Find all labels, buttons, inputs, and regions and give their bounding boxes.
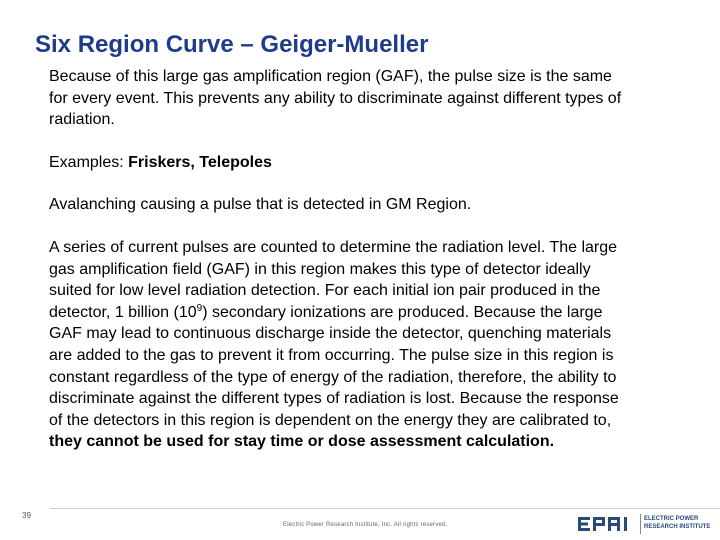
examples-label: Examples: [49,153,129,171]
logo-text-line2: RESEARCH INSTITUTE [644,524,711,530]
examples-list: Friskers, Telepoles [128,153,272,171]
pulses-text-2: ) secondary ionizations are produced. Because the large GAF may lead to continuous discharge inside the detector, quenching materials are added to the gas to prevent it from occurring. The pulse size in this region is constant regardless of the type of energy of the radiation, therefore, the ability to discriminate against the different types of radiation is lost. Because the response of the detectors in this region is dependent on the energy they are calibrated to, [49,303,619,429]
epri-logo [578,513,711,535]
pulses-bold-conclusion: they cannot be used for stay time or dose assessment calculation. [49,433,555,451]
footer-divider [50,508,720,509]
slide-body [49,66,629,453]
copyright-text: Electric Power Research Institute, Inc. All rights reserved. [283,522,448,528]
logo-text-line1: ELECTRIC POWER [644,516,699,522]
page-number: 39 [22,511,31,520]
paragraph-avalanching: Avalanching causing a pulse that is detected in GM Region. [49,196,472,214]
paragraph-gaf: Because of this large gas amplification region (GAF), the pulse size is the same for every event. This prevents any ability to discriminate against different types of radiation. [49,68,622,129]
paragraph-examples [49,152,629,174]
pulses-text-1: A series of current pulses are counted to determine the radiation level. The large gas amplification field (GAF) in this region makes this type of detector ideally suited for low level radiation detection. For each initial ion pair produced in the detector, 1 billion (10 [49,238,618,321]
slide-title: Six Region Curve – Geiger-Mueller [35,31,429,58]
paragraph-pulses [49,237,629,453]
epri-logo-mark-icon [578,515,636,533]
logo-divider [640,514,641,534]
exponent: 9 [196,302,203,314]
logo-wordmark [644,515,710,531]
